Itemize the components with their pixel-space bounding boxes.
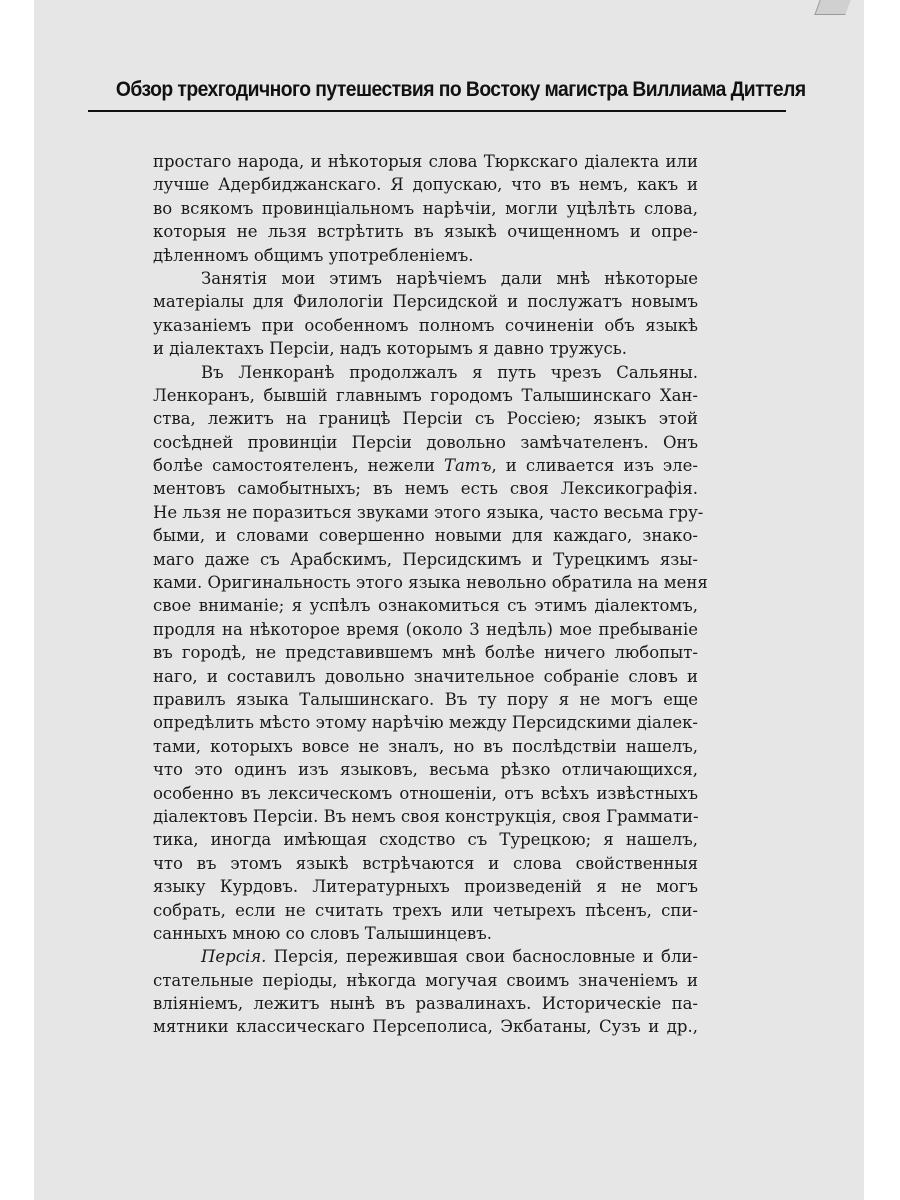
text-line: дѣленномъ общимъ употребленіемъ. xyxy=(153,245,474,265)
text-line: ментовъ самобытныхъ; въ немъ есть своя Лексикографія. xyxy=(153,479,698,499)
page-corner-tab xyxy=(814,0,850,15)
text-line: Занятія мои этимъ нарѣчіемъ дали мнѣ нѣкоторые xyxy=(201,268,698,288)
text-line: діалектовъ Персіи. Въ немъ своя конструкція, своя Граммати- xyxy=(153,806,699,826)
text-line: собрать, если не считать трехъ или четырехъ пѣсенъ, спи- xyxy=(153,900,698,920)
text-line: быми, и словами совершенно новыми для каждаго, знако- xyxy=(153,526,698,546)
text-line: лучше Адербиджанскаго. Я допускаю, что въ немъ, какъ и xyxy=(153,175,698,195)
text-line: ства, лежитъ на границѣ Персіи съ Россіею; языкъ этой xyxy=(153,409,698,429)
header-title: Обзор трехгодичного путешествия по Востоку магистра Виллиама Диттеля xyxy=(115,78,806,101)
italic-word: Татъ xyxy=(443,456,492,476)
text-line: стательные періоды, нѣкогда могучая своимъ значеніемъ и xyxy=(153,970,698,990)
text-line: наго, и составилъ довольно значительное собраніе словъ и xyxy=(153,666,698,686)
text-line: вліяніемъ, лежитъ нынѣ въ развалинахъ. Историческіе па- xyxy=(153,994,698,1014)
text-line: указаніемъ при особенномъ полномъ сочиненіи объ языкѣ xyxy=(153,315,698,335)
text-line-with-italic: Персія. Персія, пережившая свои баснословные и бли- xyxy=(201,947,698,967)
text-line: особенно въ лексическомъ отношеніи, отъ всѣхъ извѣстныхъ xyxy=(153,783,698,803)
text-line: во всякомъ провинціальномъ нарѣчіи, могли уцѣлѣть слова, xyxy=(153,198,698,218)
text-line-with-italic: болѣе самостоятеленъ, нежели Татъ, и сливается изъ эле- xyxy=(153,456,698,476)
running-header xyxy=(88,76,806,112)
text-line: простаго народа, и нѣкоторыя слова Тюркскаго діалекта или xyxy=(153,152,698,171)
text-line: мятники классическаго Персеполиса, Экбатаны, Сузъ и др., xyxy=(153,1017,698,1037)
text-line: санныхъ мною со словъ Талышинцевъ. xyxy=(153,923,492,943)
text-line: правилъ языка Талышинскаго. Въ ту пору я не могъ еще xyxy=(153,689,698,709)
text-line: тика, иногда имѣющая сходство съ Турецкою; я нашелъ, xyxy=(153,830,698,850)
text-line: которыя не льзя встрѣтить въ языкѣ очищенномъ и опре- xyxy=(153,222,698,242)
text-line: ками. Оригинальность этого языка невольно обратила на меня xyxy=(153,573,708,593)
text-line: Ленкоранъ, бывшій главнымъ городомъ Талышинскаго Хан- xyxy=(153,385,698,405)
text-line: матеріалы для Филологіи Персидской и послужатъ новымъ xyxy=(153,292,698,312)
text-line: въ городѣ, не представившемъ мнѣ болѣе ничего любопыт- xyxy=(153,643,698,663)
text-line: маго даже съ Арабскимъ, Персидскимъ и Турецкимъ язы- xyxy=(153,549,698,569)
text-line: тами, которыхъ вовсе не зналъ, но въ послѣдствіи нашелъ, xyxy=(153,736,698,756)
text-line: что въ этомъ языкѣ встрѣчаются и слова свойственныя xyxy=(153,853,698,873)
italic-word: Персія. xyxy=(201,947,267,967)
text-line: свое вниманіе; я успѣлъ ознакомиться съ этимъ діалектомъ, xyxy=(153,596,698,616)
text-line: сосѣдней провинціи Персіи довольно замѣчателенъ. Онъ xyxy=(153,432,698,452)
text-line: языку Курдовъ. Литературныхъ произведеній я не могъ xyxy=(153,877,698,897)
text-line: опредѣлить мѣсто этому нарѣчію между Персидскими діалек- xyxy=(153,713,698,733)
text-line: Въ Ленкоранѣ продолжалъ я путь чрезъ Сальяны. xyxy=(201,362,698,382)
text-line: и діалектахъ Персіи, надъ которымъ я давно тружусь. xyxy=(153,339,627,359)
text-line: продля на нѣкоторое время (около 3 недѣль) мое пребываніе xyxy=(153,619,698,639)
text-line: что это одинъ изъ языковъ, весьма рѣзко отличающихся, xyxy=(153,760,698,780)
body-text xyxy=(153,150,708,1039)
text-line: Не льзя не поразиться звуками этого языка, часто весьма гру- xyxy=(153,502,704,522)
